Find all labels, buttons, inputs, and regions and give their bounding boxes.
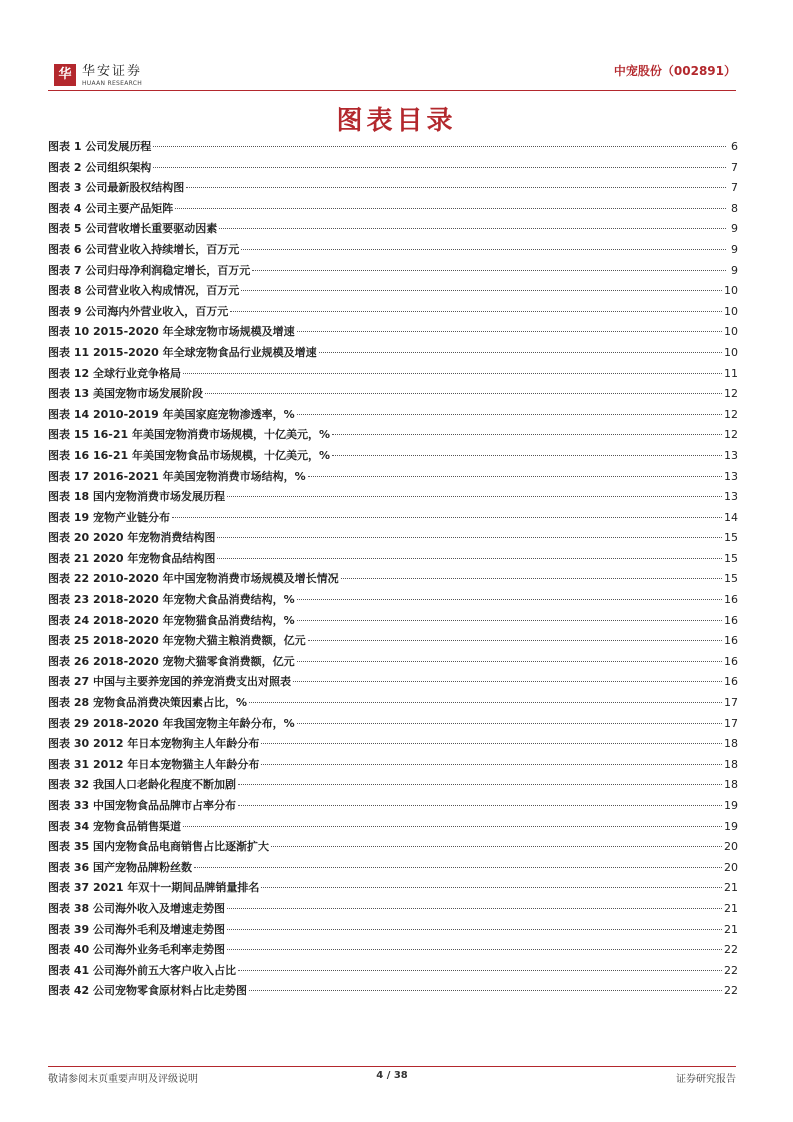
toc-entry-page: 15 (724, 572, 738, 586)
toc-entry[interactable] (48, 447, 738, 468)
toc-entry-page: 17 (724, 716, 738, 730)
toc-entry[interactable] (48, 385, 738, 406)
toc-entry[interactable] (48, 694, 738, 715)
toc-entry-label[interactable]: 图表 16 16-21 年美国宠物食品市场规模，十亿美元，% (48, 448, 330, 462)
toc-entry-page: 8 (731, 201, 738, 215)
toc-entry-label[interactable]: 图表 6 公司营业收入持续增长，百万元 (48, 242, 240, 256)
toc-leader-dots (261, 743, 722, 744)
toc-entry[interactable] (48, 859, 738, 880)
toc-entry-page: 9 (731, 242, 738, 256)
toc-entry-page: 21 (724, 881, 738, 895)
toc-entry-page: 18 (724, 757, 738, 771)
toc-entry-label[interactable]: 图表 10 2015-2020 年全球宠物市场规模及增速 (48, 325, 295, 339)
toc-entry-page: 9 (731, 263, 738, 277)
toc-leader-dots (297, 661, 722, 662)
toc-entry-label[interactable]: 图表 37 2021 年双十一期间品牌销量排名 (48, 881, 260, 895)
toc-leader-dots (261, 764, 722, 765)
toc-entry-label[interactable]: 图表 20 2020 年宠物消费结构图 (48, 531, 216, 545)
toc-entry-page: 10 (724, 304, 738, 318)
toc-entry[interactable] (48, 426, 738, 447)
toc-entry-page: 12 (724, 387, 738, 401)
toc-leader-dots (293, 681, 722, 682)
toc-entry-page: 10 (724, 345, 738, 359)
toc-leader-dots (241, 249, 726, 250)
toc-entry-page: 6 (731, 140, 738, 153)
toc-entry-label[interactable]: 图表 36 国产宠物品牌粉丝数 (48, 860, 192, 874)
toc-leader-dots (332, 434, 722, 435)
toc-entry-page: 7 (731, 181, 738, 195)
toc-entry-label[interactable]: 图表 21 2020 年宠物食品结构图 (48, 551, 216, 565)
toc-entry-label[interactable]: 图表 2 公司组织架构 (48, 160, 152, 174)
toc-leader-dots (341, 578, 722, 579)
toc-entry-page: 22 (724, 984, 738, 998)
toc-entry[interactable] (48, 900, 738, 921)
toc-entry-page: 19 (724, 819, 738, 833)
toc-entry-page: 12 (724, 407, 738, 421)
header-rule (48, 90, 736, 91)
table-of-figures (48, 138, 738, 1003)
toc-entry[interactable] (48, 735, 738, 756)
toc-entry[interactable] (48, 921, 738, 942)
toc-leader-dots (249, 702, 722, 703)
toc-entry-label[interactable]: 图表 28 宠物食品消费决策因素占比，% (48, 696, 247, 710)
toc-entry[interactable] (48, 220, 738, 241)
toc-entry-page: 18 (724, 778, 738, 792)
disclaimer-note: 敬请参阅末页重要声明及评级说明 (48, 1074, 198, 1085)
toc-entry-label[interactable]: 图表 3 公司最新股权结构图 (48, 181, 185, 195)
toc-leader-dots (194, 867, 722, 868)
page-footer (48, 1070, 736, 1086)
toc-leader-dots (183, 373, 722, 374)
toc-entry-page: 16 (724, 634, 738, 648)
page-number: 4 / 38 (376, 1070, 408, 1081)
toc-leader-dots (238, 784, 722, 785)
footer-rule (48, 1066, 736, 1067)
toc-leader-dots (227, 908, 722, 909)
toc-leader-dots (319, 352, 722, 353)
toc-entry-label[interactable]: 图表 26 2018-2020 宠物犬猫零食消费额，亿元 (48, 654, 295, 668)
toc-entry-label[interactable]: 图表 8 公司营业收入构成情况，百万元 (48, 284, 240, 298)
toc-entry-label[interactable]: 图表 11 2015-2020 年全球宠物食品行业规模及增速 (48, 345, 317, 359)
toc-leader-dots (219, 228, 726, 229)
toc-entry-label[interactable]: 图表 1 公司发展历程 (48, 140, 152, 153)
toc-entry-label[interactable]: 图表 35 国内宠物食品电商销售占比逐渐扩大 (48, 840, 269, 854)
toc-entry[interactable] (48, 282, 738, 303)
toc-leader-dots (227, 496, 722, 497)
toc-entry-label[interactable]: 图表 30 2012 年日本宠物狗主人年龄分布 (48, 737, 260, 751)
toc-entry[interactable] (48, 797, 738, 818)
toc-entry-label[interactable]: 图表 24 2018-2020 年宠物猫食品消费结构，% (48, 613, 295, 627)
toc-entry-label[interactable]: 图表 9 公司海内外营业收入，百万元 (48, 304, 229, 318)
logo-mark-icon: 华 (54, 64, 76, 86)
toc-leader-dots (172, 517, 722, 518)
report-type: 证券研究报告 (676, 1074, 736, 1085)
toc-entry[interactable] (48, 488, 738, 509)
toc-entry[interactable] (48, 138, 738, 159)
toc-entry[interactable] (48, 550, 738, 571)
toc-leader-dots (271, 846, 722, 847)
toc-entry[interactable] (48, 632, 738, 653)
toc-entry[interactable] (48, 756, 738, 777)
toc-entry-page: 15 (724, 551, 738, 565)
toc-entry-page: 16 (724, 654, 738, 668)
toc-entry-page: 13 (724, 448, 738, 462)
toc-entry-page: 21 (724, 922, 738, 936)
toc-entry[interactable] (48, 365, 738, 386)
toc-entry-label[interactable]: 图表 7 公司归母净利润稳定增长，百万元 (48, 263, 251, 277)
toc-entry[interactable] (48, 570, 738, 591)
toc-entry[interactable] (48, 241, 738, 262)
toc-entry[interactable] (48, 159, 738, 180)
toc-entry-label[interactable]: 图表 32 我国人口老龄化程度不断加剧 (48, 778, 236, 792)
toc-entry-label[interactable]: 图表 31 2012 年日本宠物猫主人年龄分布 (48, 757, 260, 771)
toc-entry-page: 21 (724, 901, 738, 915)
company-ticker: 中宠股份（002891） (613, 64, 736, 78)
toc-entry-label[interactable]: 图表 14 2010-2019 年美国家庭宠物渗透率，% (48, 407, 295, 421)
toc-leader-dots (297, 620, 722, 621)
toc-leader-dots (261, 887, 722, 888)
toc-entry-label[interactable]: 图表 41 公司海外前五大客户收入占比 (48, 963, 236, 977)
toc-entry[interactable] (48, 653, 738, 674)
toc-entry[interactable] (48, 941, 738, 962)
toc-entry-page: 17 (724, 696, 738, 710)
toc-leader-dots (227, 929, 722, 930)
toc-entry-label[interactable]: 图表 17 2016-2021 年美国宠物消费市场结构，% (48, 469, 306, 483)
toc-entry-label[interactable]: 图表 18 国内宠物消费市场发展历程 (48, 490, 225, 504)
toc-entry[interactable] (48, 818, 738, 839)
toc-entry-label[interactable]: 图表 25 2018-2020 年宠物犬猫主粮消费额，亿元 (48, 634, 306, 648)
toc-entry-label[interactable]: 图表 29 2018-2020 年我国宠物主年龄分布，% (48, 716, 295, 730)
toc-entry-label[interactable]: 图表 12 全球行业竞争格局 (48, 366, 181, 380)
toc-leader-dots (183, 826, 722, 827)
toc-entry-label[interactable]: 图表 38 公司海外收入及增速走势图 (48, 901, 225, 915)
toc-entry[interactable] (48, 262, 738, 283)
logo-text (82, 64, 142, 88)
toc-entry[interactable] (48, 344, 738, 365)
toc-entry-page: 9 (731, 222, 738, 236)
toc-entry-page: 15 (724, 531, 738, 545)
toc-entry-page: 16 (724, 613, 738, 627)
toc-leader-dots (217, 537, 722, 538)
company-logo (54, 64, 142, 88)
toc-entry[interactable] (48, 509, 738, 530)
toc-entry-label[interactable]: 图表 4 公司主要产品矩阵 (48, 201, 174, 215)
toc-leader-dots (186, 187, 726, 188)
toc-leader-dots (153, 146, 726, 147)
toc-leader-dots (297, 723, 722, 724)
logo-cn: 华安证券 (82, 64, 143, 79)
toc-entry-label[interactable]: 图表 39 公司海外毛利及增速走势图 (48, 922, 225, 936)
toc-leader-dots (252, 270, 726, 271)
toc-entry[interactable] (48, 179, 738, 200)
toc-entry-page: 19 (724, 799, 738, 812)
toc-entry-page: 13 (724, 490, 738, 504)
toc-leader-dots (297, 331, 722, 332)
toc-leader-dots (332, 455, 722, 456)
toc-entry-page: 16 (724, 593, 738, 607)
toc-entry-label[interactable]: 图表 23 2018-2020 年宠物犬食品消费结构，% (48, 593, 295, 607)
toc-entry-page: 7 (731, 160, 738, 174)
toc-leader-dots (238, 805, 722, 806)
toc-entry[interactable] (48, 715, 738, 736)
toc-leader-dots (308, 476, 722, 477)
toc-entry-label[interactable]: 图表 40 公司海外业务毛利率走势图 (48, 943, 225, 957)
toc-entry[interactable] (48, 776, 738, 797)
toc-entry-page: 22 (724, 943, 738, 957)
toc-leader-dots (205, 393, 722, 394)
toc-entry-label[interactable]: 图表 33 中国宠物食品品牌市占率分布 (48, 799, 236, 812)
logo-en: HUAAN RESEARCH (82, 80, 143, 87)
toc-entry-page: 20 (724, 860, 738, 874)
toc-leader-dots (153, 167, 726, 168)
toc-entry[interactable] (48, 962, 738, 983)
toc-leader-dots (308, 640, 722, 641)
toc-entry-label[interactable]: 图表 5 公司营收增长重要驱动因素 (48, 222, 218, 236)
toc-entry-label[interactable]: 图表 27 中国与主要养宠国的养宠消费支出对照表 (48, 675, 291, 689)
toc-entry-label[interactable]: 图表 42 公司宠物零食原材料占比走势图 (48, 984, 247, 998)
page-header (48, 60, 736, 100)
toc-entry[interactable] (48, 982, 738, 1003)
toc-entry[interactable] (48, 591, 738, 612)
toc-entry-page: 18 (724, 737, 738, 751)
toc-entry-page: 10 (724, 284, 738, 298)
toc-entry[interactable] (48, 468, 738, 489)
toc-leader-dots (238, 970, 722, 971)
toc-entry-label[interactable]: 图表 13 美国宠物市场发展阶段 (48, 387, 203, 401)
toc-entry-page: 12 (724, 428, 738, 442)
toc-entry-page: 20 (724, 840, 738, 854)
toc-entry-label[interactable]: 图表 19 宠物产业链分布 (48, 510, 170, 524)
toc-entry[interactable] (48, 612, 738, 633)
toc-leader-dots (241, 290, 722, 291)
toc-entry[interactable] (48, 303, 738, 324)
toc-entry-page: 11 (724, 366, 738, 380)
toc-entry[interactable] (48, 838, 738, 859)
toc-entry[interactable] (48, 406, 738, 427)
toc-entry-page: 16 (724, 675, 738, 689)
toc-entry-label[interactable]: 图表 15 16-21 年美国宠物消费市场规模，十亿美元，% (48, 428, 330, 442)
toc-leader-dots (297, 599, 722, 600)
toc-leader-dots (249, 990, 722, 991)
toc-entry-label[interactable]: 图表 34 宠物食品销售渠道 (48, 819, 181, 833)
toc-leader-dots (227, 949, 722, 950)
toc-entry[interactable] (48, 323, 738, 344)
toc-leader-dots (175, 208, 726, 209)
page-title: 图表目录 (336, 106, 457, 136)
toc-leader-dots (217, 558, 722, 559)
toc-entry[interactable] (48, 529, 738, 550)
toc-leader-dots (297, 414, 722, 415)
toc-entry[interactable] (48, 879, 738, 900)
toc-entry-page: 22 (724, 963, 738, 977)
toc-entry-page: 14 (724, 510, 738, 524)
toc-entry-page: 10 (724, 325, 738, 339)
toc-entry[interactable] (48, 673, 738, 694)
toc-entry-page: 13 (724, 469, 738, 483)
toc-entry-label[interactable]: 图表 22 2010-2020 年中国宠物消费市场规模及增长情况 (48, 572, 339, 586)
toc-leader-dots (230, 311, 722, 312)
toc-entry[interactable] (48, 200, 738, 221)
